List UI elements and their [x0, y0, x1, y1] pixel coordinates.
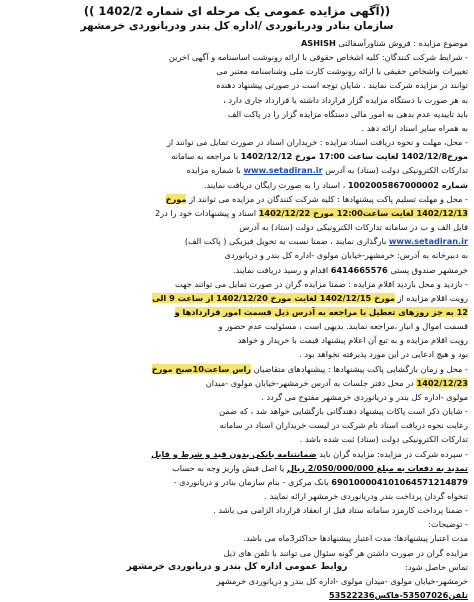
setadiran-link[interactable]: www.setadiran.ir — [243, 165, 323, 176]
notice-text: تدارکات الکترونیکی دولت (ستاد) به آدرس — [322, 165, 468, 176]
notice-text: مزایده گران در صورت داشتن هر گونه سئوال می توانند با تلفن های ذیل — [223, 547, 468, 558]
notice-line — [6, 574, 468, 588]
notice-line — [6, 149, 468, 163]
notice-line — [6, 475, 468, 489]
notice-text: - محل، مهلت و نحوه دریافت اسناد مزایده : خریداران اسناد در صورت تمایل می توانند از — [166, 137, 468, 148]
notice-line — [6, 588, 468, 602]
notice-text: در محل دفتر جلسات به آدرس خرمشهر-خیابان مولوی -میدان — [205, 377, 417, 388]
notice-line — [6, 305, 468, 319]
notice-text: اقدام و رسید دریافت نمایند. — [232, 264, 331, 275]
notice-text: اسناد و پیشنهادات خود را در2 — [154, 207, 259, 218]
setadiran-link[interactable]: www.setadiran.ir — [388, 236, 468, 247]
notice-line — [6, 333, 468, 347]
notice-line — [6, 362, 468, 376]
notice-line — [6, 461, 468, 475]
notice-line — [6, 178, 468, 192]
notice-line — [6, 135, 468, 149]
notice-text: ضمانتنامه بانکی بدون قید و شرط و قابل — [151, 448, 317, 459]
notice-text: مورخ 1402/12/15 لغایت مورخ 1402/12/20 از ساعت 9 الی — [152, 292, 395, 303]
notice-text: به هر صورت با دستگاه مزایده گزار قرارداد داشته یا قرارداد جاری دارد ، — [223, 94, 468, 105]
notice-text: شماره 1002005867000002 — [347, 179, 468, 190]
notice-line — [6, 447, 468, 461]
notice-line — [6, 234, 468, 248]
notice-line — [6, 489, 468, 503]
notice-text: تمدید به دفعات به مبلغ 2/050/000/000 ریال — [286, 462, 468, 473]
notice-line — [6, 546, 468, 560]
notice-line — [6, 517, 468, 531]
notice-line — [6, 64, 468, 78]
notice-text: - توضیحات: — [428, 519, 468, 530]
notice-text: تدارکات الکترونیکی دولت (ستاد) ثبت شده باشد . — [299, 434, 468, 445]
notice-line — [6, 36, 468, 50]
notice-text: راس ساعت10صبح مورخ — [151, 363, 252, 374]
notice-text: 690100004101064571214879 — [331, 476, 468, 487]
notice-line — [6, 107, 468, 121]
notice-line — [6, 503, 468, 517]
notice-line — [6, 50, 468, 64]
notice-text: - سپرده شرکت در مزایده: مزایده گران باید — [316, 448, 468, 459]
notice-text: توانند در مزایده شرکت نمایند . شایان توجه است در صورتی پیشنهاد دهنده — [216, 80, 468, 91]
notice-line — [6, 376, 468, 390]
notice-text: تلفن53507026-فاکس53522236 — [328, 590, 468, 601]
notice-text: مورخ — [165, 193, 187, 204]
notice-text: - شرایط شرکت کنندگان: کلیه اشخاص حقوقی با ارائه رونوشت اساسنامه و آگهی اخرین — [168, 52, 468, 63]
notice-body — [6, 36, 468, 602]
notice-text: مورخ1402/12/8 لغایت ساعت 17:00 مورخ 1402/12/12 — [240, 151, 468, 162]
notice-text: - بازدید و محل بازدید اقلام مزایده : ضمنا مزایده گران در صورت تمایل می توانند جهت — [174, 278, 468, 289]
notice-text: بود و هیچ ادعایی در این مورد پذیرفته نخواهد بود . — [299, 349, 468, 360]
notice-line — [6, 78, 468, 92]
notice-text: 1402/12/13 لغایت ساعت12:00 مورخ 1402/12/22 — [258, 207, 468, 218]
notice-text: موضوع مزایده : فروش شناورآسفالتی — [335, 38, 468, 48]
notice-text: - ضمنا پرداخت کارمزد سامانه ستاد قبل از انعقاد قرارداد الزامی می باشد . — [213, 505, 468, 516]
notice-text: تغییرات واشخاص حقیقی با ارائه رونوشت کارت ملی وشناسنامه معتبر می — [216, 66, 468, 77]
notice-line — [6, 220, 468, 234]
notice-line — [6, 291, 468, 305]
notice-line — [6, 319, 468, 333]
notice-line — [6, 432, 468, 446]
notice-text: تماس حاصل شود: — [405, 561, 468, 572]
notice-line — [6, 418, 468, 432]
notice-line — [6, 390, 468, 404]
notice-text: فایل الف و ب در سامانه تدارکات الکترونیکی دولت (ستاد) به آدرس — [239, 222, 468, 233]
page-title: ((آگهی مزایده عمومی یک مرحله ای شماره 1402/2 )) — [83, 4, 391, 18]
notice-text: ASHISH — [300, 38, 336, 48]
notice-text: 1402/12/23 — [416, 377, 468, 388]
notice-line — [6, 206, 468, 220]
notice-line — [6, 93, 468, 107]
page-subtitle: سازمان بنادر ودریانوردی /اداره کل بندر ودریانوردی خرمشهر — [80, 20, 394, 32]
notice-text: به دبیرخانه به آدرس: خرمشهر-خیابان مولوی -اداره کل بندر و دریانوردی — [224, 250, 468, 261]
notice-text: رعایت نحوه دریافت اسناد نام شرکت در لیست خریداران اسناد در سامانه — [219, 420, 468, 431]
notice-text: - محل و مهلت تسلیم پاکت پیشنهادها : کلیه شرکت کنندگان در مزایده می توانند از — [186, 193, 468, 204]
notice-line — [6, 404, 468, 418]
notice-text: رویت اقلام مزایده از — [394, 292, 468, 303]
notice-text: 6414665576 — [330, 264, 388, 275]
notice-text: باید تاییدیه عدم بدهی به امور مالی دستگاه مزایده گزار را در پاکت الف — [227, 108, 468, 119]
notice-text: یا اصل فیش واریز وجه به حساب — [172, 462, 287, 473]
notice-line — [6, 121, 468, 135]
notice-text: - محل و زمان بازگشایی پاکت پیشنهادها : پیشنهادهای متقاضیان — [251, 363, 468, 374]
notice-text: خرمشهر-خیابان مولوی -میدان مولوی -اداره کل بندر و دریانوردی خرمشهر — [216, 575, 468, 586]
notice-text: رویت اقلام مزایده و به تبع آن اعلام پیشنهاد قیمت با خریدار و خواهد — [237, 335, 468, 346]
notice-text: 12 به جز روزهای تعطیل با مراجعه به آدرس ذیل قسمت امور قراردادها و — [174, 306, 468, 317]
notice-text: بانک مرکزی - بنام سازمان بنادر و دریانوردی - — [173, 476, 332, 487]
notice-line — [6, 192, 468, 206]
notice-text: تنخواه گردان پرداخت بندر ودریانوردی خرمشهر ارائه نمایند . — [264, 491, 468, 501]
notice-text: ، اسناد را به صورت رایگان دریافت نمایند. — [203, 179, 348, 190]
notice-text: - شایان ذکر است پاکات پیشنهاد دهندگانی بازگشایی خواهد شد ، که ضمن — [219, 406, 468, 417]
notice-line — [6, 347, 468, 361]
notice-line — [6, 531, 468, 545]
footer-text: روابط عمومی اداره کل بندر و دریانوردی خرمشهر — [126, 562, 348, 572]
notice-line — [6, 163, 468, 177]
notice-text: با مراجعه به سامانه — [171, 151, 241, 162]
notice-text: به همراه سایر اسناد ارائه دهد . — [361, 122, 468, 133]
notice-line — [6, 277, 468, 291]
notice-text: مدت اعتبار پیشنهادها: مدت اعتبار پیشنهادها حداکثر3ماه می باشد. — [243, 533, 468, 544]
notice-line — [6, 248, 468, 262]
notice-text: خرمشهر صندوق پستی — [387, 264, 468, 275]
notice-text: قسمت اموال و انبار ،مراجعه نمایند. بدیهی است ، مسئولیت عدم حضور و — [218, 321, 468, 332]
notice-line — [6, 263, 468, 277]
notice-text: مولوی -اداره کل بندر و دریانوردی خرمشهر مفتوح می گردد . — [261, 391, 468, 402]
notice-text: بارگذاری نمایند ، ضمنا نسبت به تحویل فیزیکی ( پاکت الف) — [184, 236, 389, 247]
notice-text: با شماره مزایده — [186, 165, 244, 176]
